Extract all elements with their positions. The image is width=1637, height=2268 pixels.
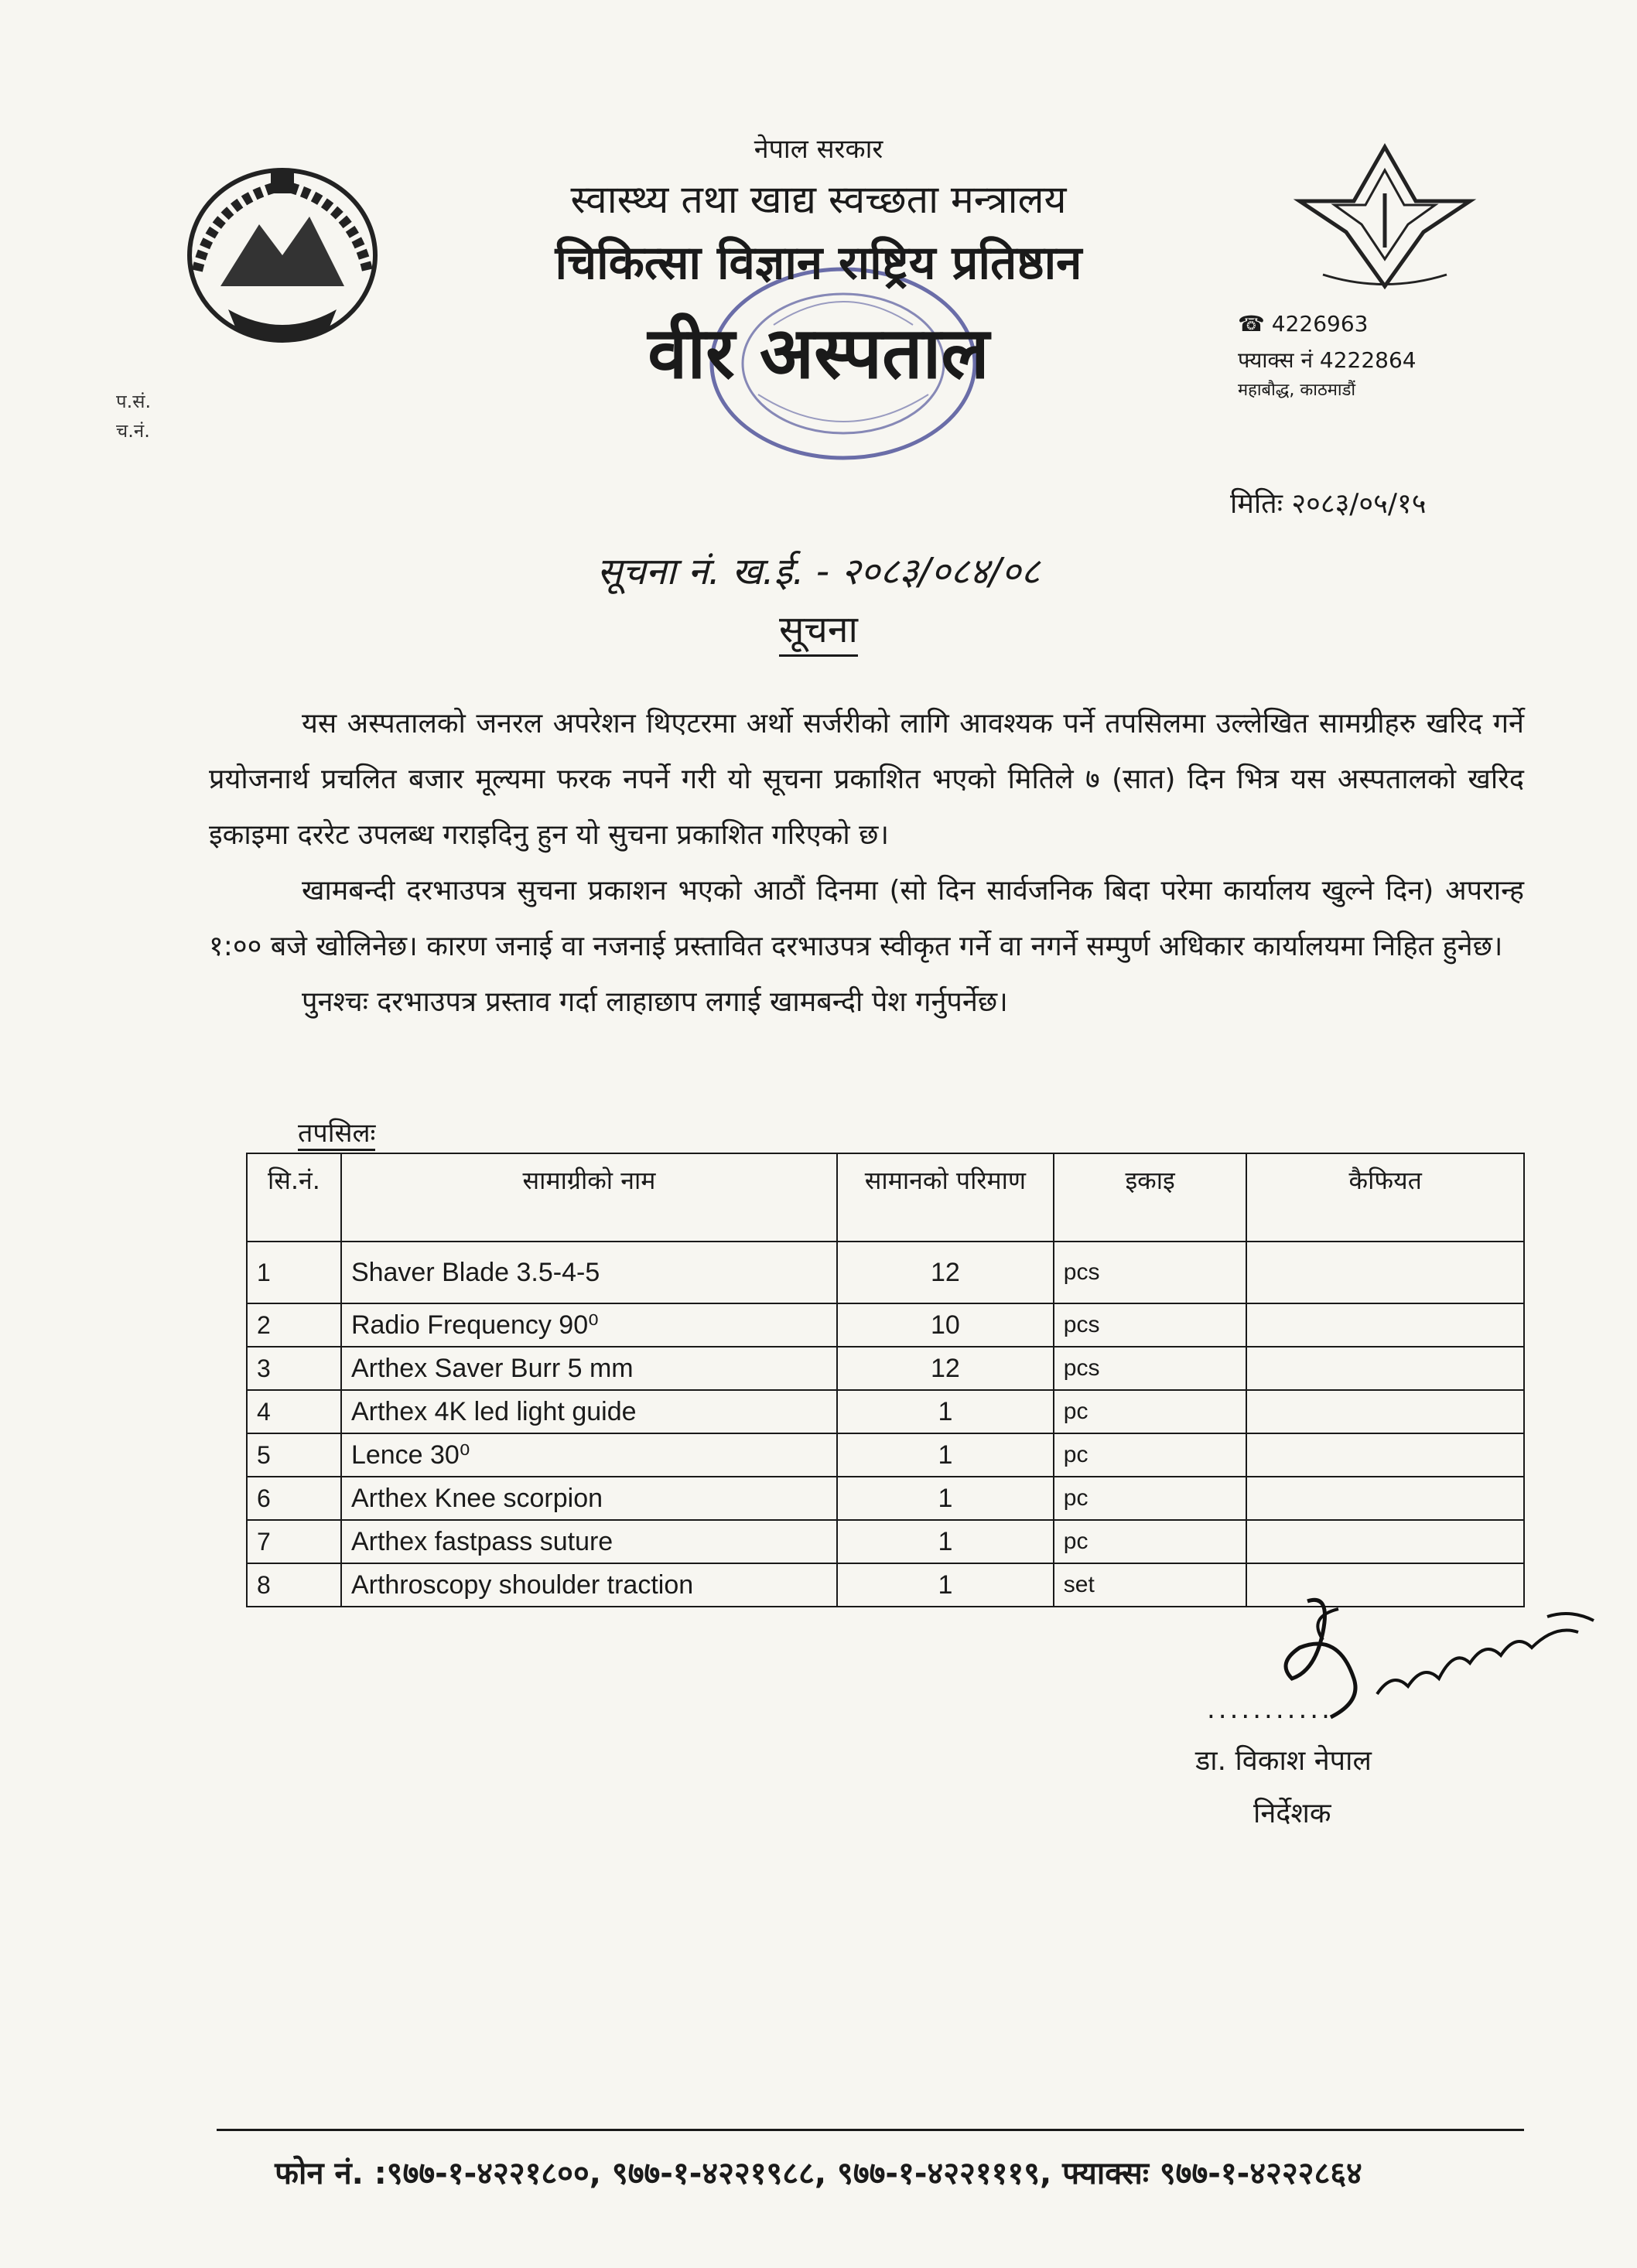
header-remarks: कैफियत xyxy=(1246,1153,1524,1242)
cell-serial: 2 xyxy=(247,1303,341,1347)
cell-unit: pc xyxy=(1054,1477,1247,1520)
cell-quantity: 12 xyxy=(837,1347,1054,1390)
signer-designation: निर्देशक xyxy=(1253,1798,1331,1829)
cell-serial: 1 xyxy=(247,1242,341,1303)
cell-serial: 6 xyxy=(247,1477,341,1520)
cell-quantity: 12 xyxy=(837,1242,1054,1303)
cell-quantity: 1 xyxy=(837,1433,1054,1477)
hospital-name: वीर अस्पताल xyxy=(648,312,989,395)
notice-number: सूचना नं. ख.ई. - २०८३/०८४/०८ xyxy=(596,550,1041,593)
cell-remarks xyxy=(1246,1477,1524,1520)
cell-item-name: Arthex Knee scorpion xyxy=(341,1477,837,1520)
reference-labels xyxy=(116,387,151,446)
cell-unit: pcs xyxy=(1054,1347,1247,1390)
cell-quantity: 10 xyxy=(837,1303,1054,1347)
institute-name: चिकित्सा विज्ञान राष्ट्रिय प्रतिष्ठान xyxy=(555,236,1082,290)
header-item-name: सामाग्रीको नाम xyxy=(341,1153,837,1242)
notice-title-text: सूचना xyxy=(779,608,858,657)
cell-quantity: 1 xyxy=(837,1520,1054,1563)
footer-contact: फोन नं. :९७७-१-४२२१८००, ९७७-१-४२२१९८८, ९७७-१-४२२१११९, फ्याक्सः ९७७-१-४२२२८६४ xyxy=(275,2156,1362,2191)
cell-item-name: Arthroscopy shoulder traction xyxy=(341,1563,837,1607)
notice-date: मितिः २०८३/०५/१५ xyxy=(1230,488,1427,520)
cell-remarks xyxy=(1246,1390,1524,1433)
cell-remarks xyxy=(1246,1520,1524,1563)
cell-serial: 7 xyxy=(247,1520,341,1563)
paragraph: यस अस्पतालको जनरल अपरेशन थिएटरमा अर्थो सर्जरीको लागि आवश्यक पर्ने तपसिलमा उल्लेखित सामग्रीहरु खरिद गर्ने प्रयोजनार्थ प्रचलित बजार मूल्यमा फरक नपर्ने गरी यो सूचना प्रकाशित भएको मितिले ७ (सात) दिन भित्र यस अस्पतालको खरिद इकाइमा दररेट उपलब्ध गराइदिनु हुन यो सुचना प्रकाशित गरिएको छ। xyxy=(209,708,1524,851)
contact-fax: फ्याक्स नं 4222864 xyxy=(1238,347,1417,373)
cell-item-name: Arthex Saver Burr 5 mm xyxy=(341,1347,837,1390)
paragraph: खामबन्दी दरभाउपत्र सुचना प्रकाशन भएको आठौं दिनमा (सो दिन सार्वजनिक बिदा परेमा कार्यालय खुल्ने दिन) अपरान्ह १:०० बजे खोलिनेछ। कारण जनाई वा नजनाई प्रस्तावित दरभाउपत्र स्वीकृत गर्ने वा नगर्ने सम्पुर्ण अधिकार कार्यालयमा निहित हुनेछ। xyxy=(209,875,1524,962)
paragraph: पुनश्चः दरभाउपत्र प्रस्ताव गर्दा लाहाछाप लगाई खामबन्दी पेश गर्नुपर्नेछ। xyxy=(302,986,1008,1018)
cell-item-name: Shaver Blade 3.5-4-5 xyxy=(341,1242,837,1303)
cell-serial: 4 xyxy=(247,1390,341,1433)
header-unit: इकाइ xyxy=(1054,1153,1247,1242)
cell-unit: set xyxy=(1054,1563,1247,1607)
cell-item-name: Arthex fastpass suture xyxy=(341,1520,837,1563)
footer-divider xyxy=(217,2129,1524,2131)
government-name: नेपाल सरकार xyxy=(754,134,883,165)
table-row xyxy=(247,1242,1524,1303)
contact-address: महाबौद्ध, काठमाडौं xyxy=(1238,381,1356,400)
cell-unit: pc xyxy=(1054,1520,1247,1563)
cell-quantity: 1 xyxy=(837,1477,1054,1520)
cell-quantity: 1 xyxy=(837,1563,1054,1607)
cell-remarks xyxy=(1246,1303,1524,1347)
table-row xyxy=(247,1303,1524,1347)
table-row xyxy=(247,1390,1524,1433)
cell-unit: pc xyxy=(1054,1390,1247,1433)
cell-serial: 8 xyxy=(247,1563,341,1607)
table-row xyxy=(247,1477,1524,1520)
cell-unit: pcs xyxy=(1054,1242,1247,1303)
phone-number: 4226963 xyxy=(1271,311,1369,336)
chalani-number-label: च.नं. xyxy=(116,420,150,442)
header-serial: सि.नं. xyxy=(247,1153,341,1242)
signature-line: ........... xyxy=(1207,1694,1333,1725)
cell-remarks xyxy=(1246,1242,1524,1303)
cell-item-name: Radio Frequency 90⁰ xyxy=(341,1303,837,1347)
cell-unit: pc xyxy=(1054,1433,1247,1477)
notice-body xyxy=(209,696,1524,1030)
table-header-row xyxy=(247,1153,1524,1242)
cell-remarks xyxy=(1246,1347,1524,1390)
cell-serial: 5 xyxy=(247,1433,341,1477)
cell-unit: pcs xyxy=(1054,1303,1247,1347)
items-table xyxy=(246,1153,1525,1607)
table-row xyxy=(247,1433,1524,1477)
patra-sankhya-label: प.सं. xyxy=(116,391,152,412)
table-row xyxy=(247,1347,1524,1390)
phone-icon: ☎ xyxy=(1238,311,1265,336)
tapsil-label xyxy=(298,1114,375,1149)
cell-quantity: 1 xyxy=(837,1390,1054,1433)
cell-item-name: Arthex 4K led light guide xyxy=(341,1390,837,1433)
ministry-name: स्वास्थ्य तथा खाद्य स्वच्छता मन्त्रालय xyxy=(570,177,1067,222)
cell-remarks xyxy=(1246,1433,1524,1477)
tapsil-label-text: तपसिलः xyxy=(298,1118,375,1151)
table-row xyxy=(247,1520,1524,1563)
cell-serial: 3 xyxy=(247,1347,341,1390)
notice-title xyxy=(0,603,1637,654)
contact-phone xyxy=(1238,311,1369,336)
header-quantity: सामानको परिमाण xyxy=(837,1153,1054,1242)
cell-item-name: Lence 30⁰ xyxy=(341,1433,837,1477)
signer-name: डा. विकाश नेपाल xyxy=(1195,1745,1372,1777)
